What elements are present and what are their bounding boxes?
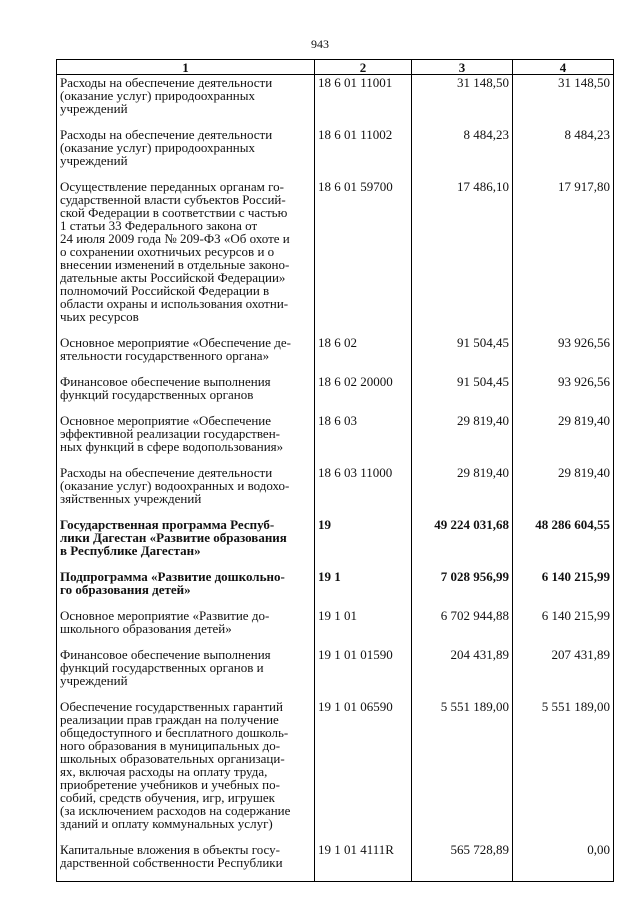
row-value-col4: 17 917,80 xyxy=(513,179,614,335)
table-row xyxy=(57,127,614,179)
column-header-3: 3 xyxy=(412,60,513,75)
table-row xyxy=(57,75,614,128)
row-code: 19 1 01 4111R xyxy=(315,842,412,882)
table-row xyxy=(57,335,614,374)
row-code: 18 6 03 xyxy=(315,413,412,465)
row-value-col4: 29 819,40 xyxy=(513,413,614,465)
table-row xyxy=(57,569,614,608)
row-description: Основное мероприятие «Развитие до- школьного образования детей» xyxy=(57,608,315,647)
column-header-1: 1 xyxy=(57,60,315,75)
table-row xyxy=(57,647,614,699)
row-value-col4: 8 484,23 xyxy=(513,127,614,179)
row-description: Государственная программа Респуб- лики Дагестан «Развитие образования в Республике Дагестан» xyxy=(57,517,315,569)
row-value-col3: 7 028 956,99 xyxy=(412,569,513,608)
table-row xyxy=(57,842,614,882)
row-description: Осуществление переданных органам го- сударственной власти субъектов Россий- ской Федерации в соответствии с частью 1 статьи 33 Федерального закона от 24 июля 2009 года № 209-ФЗ «Об охоте и о сохранении охотничьих ресурсов и о внесении изменений в отдельные законо- дательные акты Российской Федерации» полномочий Российской Федерации в области охраны и использования охотни- чьих ресурсов xyxy=(57,179,315,335)
row-value-col3: 8 484,23 xyxy=(412,127,513,179)
row-code: 19 1 01 01590 xyxy=(315,647,412,699)
row-value-col3: 91 504,45 xyxy=(412,374,513,413)
row-value-col4: 31 148,50 xyxy=(513,75,614,128)
row-code: 19 1 01 xyxy=(315,608,412,647)
row-value-col4: 48 286 604,55 xyxy=(513,517,614,569)
row-code: 19 1 xyxy=(315,569,412,608)
row-value-col4: 93 926,56 xyxy=(513,374,614,413)
table-row xyxy=(57,179,614,335)
row-value-col4: 93 926,56 xyxy=(513,335,614,374)
table-row xyxy=(57,517,614,569)
row-value-col3: 29 819,40 xyxy=(412,465,513,517)
table-row xyxy=(57,374,614,413)
column-header-2: 2 xyxy=(315,60,412,75)
row-value-col3: 5 551 189,00 xyxy=(412,699,513,842)
row-description: Подпрограмма «Развитие дошкольно- го образования детей» xyxy=(57,569,315,608)
row-value-col3: 17 486,10 xyxy=(412,179,513,335)
page-number: 943 xyxy=(311,37,329,51)
row-code: 19 xyxy=(315,517,412,569)
table-row xyxy=(57,465,614,517)
table-row xyxy=(57,699,614,842)
row-value-col4: 5 551 189,00 xyxy=(513,699,614,842)
row-value-col3: 31 148,50 xyxy=(412,75,513,128)
row-description: Обеспечение государственных гарантий реализации прав граждан на получение общедоступного и бесплатного дошколь- ного образования в муниципальных до- школьных образовательных организаци- ях, включая расходы на оплату труда, приобретение учебников и учебных по- собий, средств обучения, игр, игрушек (за исключением расходов на содержание зданий и оплату коммунальных услуг) xyxy=(57,699,315,842)
row-code: 18 6 01 11002 xyxy=(315,127,412,179)
row-description: Основное мероприятие «Обеспечение де- ятельности государственного органа» xyxy=(57,335,315,374)
row-value-col3: 91 504,45 xyxy=(412,335,513,374)
row-code: 18 6 01 11001 xyxy=(315,75,412,128)
row-value-col4: 207 431,89 xyxy=(513,647,614,699)
row-value-col4: 6 140 215,99 xyxy=(513,608,614,647)
row-value-col3: 6 702 944,88 xyxy=(412,608,513,647)
row-description: Расходы на обеспечение деятельности (оказание услуг) природоохранных учреждений xyxy=(57,127,315,179)
budget-table xyxy=(56,59,614,882)
row-code: 18 6 02 xyxy=(315,335,412,374)
column-header-4: 4 xyxy=(513,60,614,75)
table-body xyxy=(57,75,614,882)
row-description: Основное мероприятие «Обеспечение эффективной реализации государствен- ных функций в сфере водопользования» xyxy=(57,413,315,465)
row-code: 18 6 03 11000 xyxy=(315,465,412,517)
row-code: 18 6 02 20000 xyxy=(315,374,412,413)
row-value-col3: 565 728,89 xyxy=(412,842,513,882)
table-row xyxy=(57,608,614,647)
row-value-col3: 29 819,40 xyxy=(412,413,513,465)
row-description: Капитальные вложения в объекты госу- дарственной собственности Республики xyxy=(57,842,315,882)
row-code: 18 6 01 59700 xyxy=(315,179,412,335)
row-value-col4: 6 140 215,99 xyxy=(513,569,614,608)
row-value-col3: 204 431,89 xyxy=(412,647,513,699)
row-description: Расходы на обеспечение деятельности (оказание услуг) водоохранных и водохо- зяйственных учреждений xyxy=(57,465,315,517)
table-header-row xyxy=(57,60,614,75)
table-row xyxy=(57,413,614,465)
row-value-col4: 29 819,40 xyxy=(513,465,614,517)
row-description: Финансовое обеспечение выполнения функций государственных органов xyxy=(57,374,315,413)
row-description: Финансовое обеспечение выполнения функций государственных органов и учреждений xyxy=(57,647,315,699)
row-code: 19 1 01 06590 xyxy=(315,699,412,842)
row-value-col3: 49 224 031,68 xyxy=(412,517,513,569)
row-value-col4: 0,00 xyxy=(513,842,614,882)
row-description: Расходы на обеспечение деятельности (оказание услуг) природоохранных учреждений xyxy=(57,75,315,128)
